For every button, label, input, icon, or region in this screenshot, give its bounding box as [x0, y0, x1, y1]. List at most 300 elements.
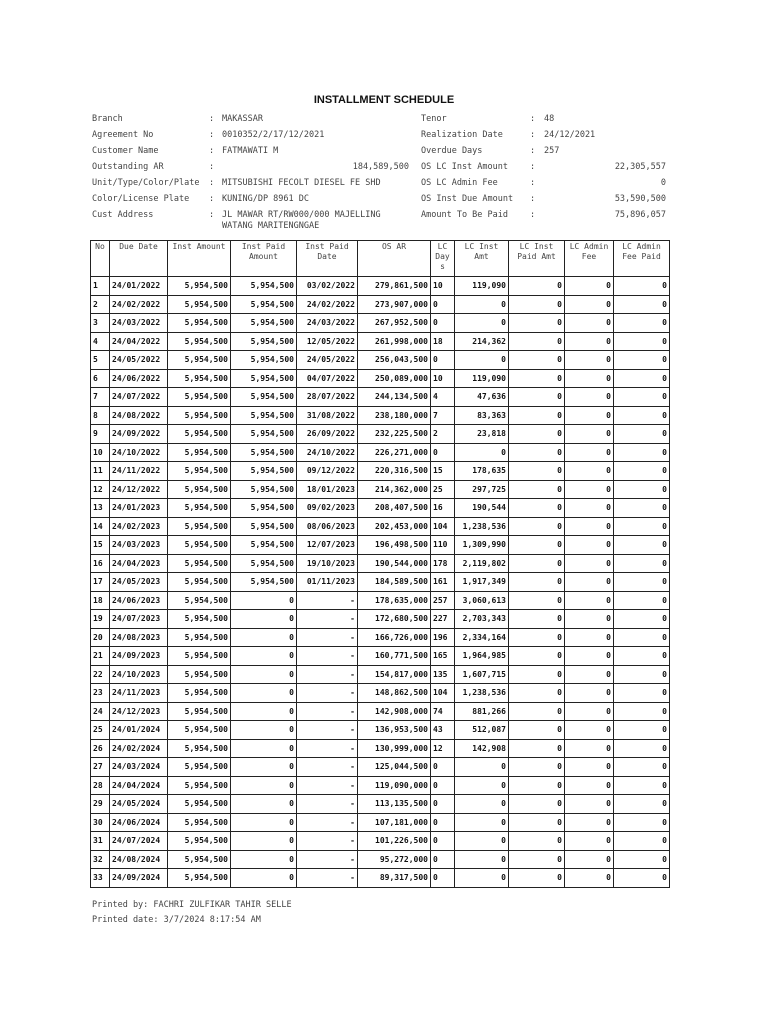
- table-cell: 0: [614, 665, 670, 684]
- table-cell: 5,954,500: [231, 425, 297, 444]
- table-row: [91, 610, 670, 629]
- table-cell: 5,954,500: [168, 610, 231, 629]
- table-cell: 154,817,000: [358, 665, 431, 684]
- table-cell: 33: [91, 869, 110, 888]
- table-cell: 24/09/2023: [110, 647, 168, 666]
- table-cell: -: [297, 721, 358, 740]
- realization-date-label: Realization Date: [421, 130, 503, 140]
- table-cell: 03/02/2022: [297, 277, 358, 296]
- table-cell: 0: [614, 795, 670, 814]
- table-cell: 0: [565, 295, 614, 314]
- table-cell: 0: [509, 665, 565, 684]
- table-cell: 0: [509, 610, 565, 629]
- cust-address-label: Cust Address: [92, 210, 154, 220]
- table-cell: 5,954,500: [168, 517, 231, 536]
- table-cell: 5,954,500: [168, 647, 231, 666]
- table-cell: 5,954,500: [168, 406, 231, 425]
- table-cell: 0: [565, 869, 614, 888]
- table-row: [91, 332, 670, 351]
- os-inst-due-amount-value: 53,590,500: [614, 194, 666, 204]
- table-cell: 0: [231, 832, 297, 851]
- table-cell: 166,726,000: [358, 628, 431, 647]
- table-cell: 0: [431, 795, 455, 814]
- table-cell: 0: [231, 721, 297, 740]
- table-cell: 119,090: [455, 277, 509, 296]
- table-cell: 5,954,500: [168, 554, 231, 573]
- table-cell: 0: [231, 591, 297, 610]
- customer-name-value: FATMAWATI M: [222, 146, 279, 156]
- table-cell: -: [297, 869, 358, 888]
- table-cell: 24/04/2024: [110, 776, 168, 795]
- os-lc-inst-amount-value: 22,305,557: [614, 162, 666, 172]
- table-cell: 512,087: [455, 721, 509, 740]
- table-cell: 0: [565, 443, 614, 462]
- table-cell: 5,954,500: [231, 295, 297, 314]
- column-header: LC Admin Fee: [565, 241, 614, 277]
- table-cell: 0: [231, 684, 297, 703]
- table-cell: 4: [431, 388, 455, 407]
- table-cell: 0: [431, 758, 455, 777]
- table-cell: 16: [91, 554, 110, 573]
- table-cell: 5,954,500: [168, 758, 231, 777]
- table-cell: 142,908: [455, 739, 509, 758]
- outstanding-ar-colon: :: [209, 162, 215, 172]
- table-cell: 178,635: [455, 462, 509, 481]
- amount-to-be-paid-label: Amount To Be Paid: [421, 210, 508, 220]
- table-cell: 24/02/2022: [110, 295, 168, 314]
- table-cell: 0: [509, 813, 565, 832]
- table-cell: 0: [614, 295, 670, 314]
- table-row: [91, 702, 670, 721]
- table-row: [91, 480, 670, 499]
- table-cell: 24/06/2024: [110, 813, 168, 832]
- table-cell: 0: [614, 517, 670, 536]
- table-cell: 30: [91, 813, 110, 832]
- table-cell: 196: [431, 628, 455, 647]
- tenor-value: 48: [544, 114, 555, 124]
- table-cell: 0: [509, 721, 565, 740]
- table-row: [91, 573, 670, 592]
- table-cell: 0: [509, 443, 565, 462]
- table-cell: 24/11/2023: [110, 684, 168, 703]
- branch-value: MAKASSAR: [222, 114, 263, 124]
- outstanding-ar-label: Outstanding AR: [92, 162, 164, 172]
- table-cell: 15: [91, 536, 110, 555]
- customer-name-colon: :: [209, 146, 215, 156]
- table-cell: 0: [455, 813, 509, 832]
- table-cell: 0: [614, 739, 670, 758]
- table-cell: 12/07/2023: [297, 536, 358, 555]
- table-cell: 24/09/2024: [110, 869, 168, 888]
- table-cell: 5,954,500: [168, 536, 231, 555]
- table-cell: 0: [509, 647, 565, 666]
- table-row: [91, 684, 670, 703]
- table-cell: 5,954,500: [231, 573, 297, 592]
- table-cell: 5,954,500: [231, 443, 297, 462]
- table-cell: 24/08/2022: [110, 406, 168, 425]
- os-lc-admin-fee-colon: :: [530, 178, 536, 188]
- table-cell: 27: [91, 758, 110, 777]
- table-cell: 2: [91, 295, 110, 314]
- table-cell: 190,544,000: [358, 554, 431, 573]
- table-cell: 5,954,500: [231, 388, 297, 407]
- table-cell: 5,954,500: [168, 425, 231, 444]
- table-cell: 0: [231, 795, 297, 814]
- table-row: [91, 388, 670, 407]
- table-cell: 0: [614, 277, 670, 296]
- table-row: [91, 813, 670, 832]
- table-cell: 0: [509, 332, 565, 351]
- table-cell: 0: [509, 832, 565, 851]
- table-cell: 0: [565, 462, 614, 481]
- printed-date: Printed date: 3/7/2024 8:17:54 AM: [92, 915, 261, 925]
- table-cell: 0: [231, 850, 297, 869]
- table-cell: 5,954,500: [168, 332, 231, 351]
- table-cell: 1,607,715: [455, 665, 509, 684]
- table-cell: 0: [565, 517, 614, 536]
- table-cell: 1,917,349: [455, 573, 509, 592]
- table-cell: -: [297, 665, 358, 684]
- table-cell: 0: [565, 776, 614, 795]
- table-cell: 0: [431, 295, 455, 314]
- table-cell: 24/10/2022: [297, 443, 358, 462]
- table-cell: 24/12/2023: [110, 702, 168, 721]
- table-row: [91, 443, 670, 462]
- agreement-no-value: 0010352/2/17/12/2021: [222, 130, 325, 140]
- table-cell: 24/06/2022: [110, 369, 168, 388]
- column-header: OS AR: [358, 241, 431, 277]
- table-cell: 5,954,500: [168, 739, 231, 758]
- table-cell: -: [297, 647, 358, 666]
- table-cell: 0: [565, 813, 614, 832]
- table-cell: 135: [431, 665, 455, 684]
- table-cell: 10: [431, 369, 455, 388]
- table-cell: 12: [91, 480, 110, 499]
- table-cell: 0: [614, 813, 670, 832]
- table-cell: 0: [565, 425, 614, 444]
- realization-date-colon: :: [530, 130, 536, 140]
- table-cell: 142,908,000: [358, 702, 431, 721]
- table-cell: 17: [91, 573, 110, 592]
- table-cell: 2,703,343: [455, 610, 509, 629]
- table-cell: 125,044,500: [358, 758, 431, 777]
- table-cell: 0: [565, 647, 614, 666]
- table-row: [91, 869, 670, 888]
- table-cell: 178: [431, 554, 455, 573]
- table-cell: 0: [509, 499, 565, 518]
- table-cell: 24/04/2022: [110, 332, 168, 351]
- table-cell: 24/05/2022: [110, 351, 168, 370]
- cust-address-value: JL MAWAR RT/RW000/000 MAJELLING WATANG MARITENGNGAE: [222, 210, 381, 231]
- table-cell: 0: [565, 795, 614, 814]
- table-cell: 5,954,500: [168, 295, 231, 314]
- table-cell: 28: [91, 776, 110, 795]
- table-cell: 220,316,500: [358, 462, 431, 481]
- table-cell: 0: [455, 832, 509, 851]
- table-cell: 09/02/2023: [297, 499, 358, 518]
- cust-address-colon: :: [209, 210, 215, 220]
- table-cell: 0: [565, 536, 614, 555]
- table-cell: 0: [231, 702, 297, 721]
- table-cell: 0: [509, 702, 565, 721]
- table-cell: 0: [614, 573, 670, 592]
- table-cell: 5,954,500: [231, 536, 297, 555]
- table-cell: 0: [231, 869, 297, 888]
- column-header: Inst Amount: [168, 241, 231, 277]
- table-row: [91, 295, 670, 314]
- table-cell: 5,954,500: [168, 388, 231, 407]
- table-cell: 297,725: [455, 480, 509, 499]
- table-cell: 12: [431, 739, 455, 758]
- table-cell: 0: [509, 351, 565, 370]
- table-cell: 23: [91, 684, 110, 703]
- table-cell: 0: [565, 628, 614, 647]
- table-cell: -: [297, 628, 358, 647]
- table-row: [91, 425, 670, 444]
- table-cell: 0: [509, 369, 565, 388]
- table-cell: 0: [431, 813, 455, 832]
- amount-to-be-paid-colon: :: [530, 210, 536, 220]
- realization-date-value: 24/12/2021: [544, 130, 596, 140]
- table-cell: 0: [455, 869, 509, 888]
- table-cell: 24/03/2022: [297, 314, 358, 333]
- table-cell: 0: [614, 351, 670, 370]
- table-cell: 3: [91, 314, 110, 333]
- table-cell: 09/12/2022: [297, 462, 358, 481]
- unit-type-value: MITSUBISHI FECOLT DIESEL FE SHD: [222, 178, 381, 188]
- table-cell: 136,953,500: [358, 721, 431, 740]
- table-cell: 10: [91, 443, 110, 462]
- customer-name-label: Customer Name: [92, 146, 159, 156]
- table-cell: 202,453,000: [358, 517, 431, 536]
- table-cell: 5,954,500: [231, 351, 297, 370]
- table-cell: 5,954,500: [231, 406, 297, 425]
- table-cell: 0: [509, 776, 565, 795]
- table-cell: 8: [91, 406, 110, 425]
- table-cell: 104: [431, 684, 455, 703]
- table-row: [91, 277, 670, 296]
- table-cell: 24/02/2023: [110, 517, 168, 536]
- table-cell: 0: [509, 406, 565, 425]
- table-cell: 5,954,500: [231, 462, 297, 481]
- table-cell: 5: [91, 351, 110, 370]
- table-cell: 24: [91, 702, 110, 721]
- table-cell: 0: [455, 776, 509, 795]
- table-row: [91, 591, 670, 610]
- table-cell: 9: [91, 425, 110, 444]
- table-cell: 24/03/2023: [110, 536, 168, 555]
- table-cell: 107,181,000: [358, 813, 431, 832]
- table-cell: -: [297, 832, 358, 851]
- table-cell: 5,954,500: [168, 480, 231, 499]
- table-cell: 24/01/2024: [110, 721, 168, 740]
- table-cell: 0: [614, 388, 670, 407]
- os-inst-due-amount-label: OS Inst Due Amount: [421, 194, 514, 204]
- table-cell: 5,954,500: [168, 795, 231, 814]
- table-cell: 113,135,500: [358, 795, 431, 814]
- table-cell: 5,954,500: [231, 369, 297, 388]
- table-cell: 0: [231, 647, 297, 666]
- table-cell: 0: [509, 758, 565, 777]
- table-cell: 208,407,500: [358, 499, 431, 518]
- table-cell: 101,226,500: [358, 832, 431, 851]
- table-cell: 267,952,500: [358, 314, 431, 333]
- table-cell: 160,771,500: [358, 647, 431, 666]
- table-cell: 6: [91, 369, 110, 388]
- table-cell: 5,954,500: [168, 702, 231, 721]
- os-lc-admin-fee-value: 0: [660, 178, 666, 188]
- table-cell: 7: [431, 406, 455, 425]
- table-cell: 5,954,500: [168, 684, 231, 703]
- os-inst-due-amount-colon: :: [530, 194, 536, 204]
- table-cell: 1,964,985: [455, 647, 509, 666]
- table-cell: 0: [231, 813, 297, 832]
- table-cell: 0: [565, 832, 614, 851]
- table-cell: 10: [431, 277, 455, 296]
- table-cell: 20: [91, 628, 110, 647]
- table-cell: -: [297, 591, 358, 610]
- table-cell: -: [297, 795, 358, 814]
- table-cell: 0: [565, 277, 614, 296]
- table-cell: 0: [614, 610, 670, 629]
- table-cell: 18/01/2023: [297, 480, 358, 499]
- table-cell: 32: [91, 850, 110, 869]
- table-cell: 01/11/2023: [297, 573, 358, 592]
- table-cell: 119,090,000: [358, 776, 431, 795]
- table-cell: 0: [565, 499, 614, 518]
- table-cell: 5,954,500: [231, 314, 297, 333]
- printed-by: Printed by: FACHRI ZULFIKAR TAHIR SELLE: [92, 900, 292, 910]
- table-cell: 1,238,536: [455, 684, 509, 703]
- outstanding-ar-amount: 184,589,500: [352, 162, 409, 172]
- table-cell: 5,954,500: [231, 517, 297, 536]
- table-cell: 226,271,000: [358, 443, 431, 462]
- table-row: [91, 739, 670, 758]
- table-cell: 0: [614, 832, 670, 851]
- table-row: [91, 647, 670, 666]
- table-cell: 0: [565, 665, 614, 684]
- table-cell: -: [297, 758, 358, 777]
- column-header: No: [91, 241, 110, 277]
- os-lc-admin-fee-label: OS LC Admin Fee: [421, 178, 498, 188]
- table-cell: 24/02/2024: [110, 739, 168, 758]
- table-cell: 196,498,500: [358, 536, 431, 555]
- table-cell: 0: [431, 351, 455, 370]
- table-cell: 0: [614, 480, 670, 499]
- table-cell: 28/07/2022: [297, 388, 358, 407]
- table-cell: 24/05/2024: [110, 795, 168, 814]
- table-cell: 4: [91, 332, 110, 351]
- table-cell: 25: [431, 480, 455, 499]
- table-cell: -: [297, 702, 358, 721]
- table-cell: 5,954,500: [168, 591, 231, 610]
- table-cell: 0: [431, 850, 455, 869]
- table-cell: 31: [91, 832, 110, 851]
- column-header: LC Inst Paid Amt: [509, 241, 565, 277]
- table-cell: 214,362,000: [358, 480, 431, 499]
- table-cell: 0: [509, 295, 565, 314]
- table-cell: 1,309,990: [455, 536, 509, 555]
- table-cell: 47,636: [455, 388, 509, 407]
- table-cell: 1,238,536: [455, 517, 509, 536]
- table-row: [91, 721, 670, 740]
- table-cell: 130,999,000: [358, 739, 431, 758]
- table-row: [91, 832, 670, 851]
- table-cell: 5,954,500: [231, 332, 297, 351]
- table-cell: 0: [614, 462, 670, 481]
- table-cell: 24/05/2023: [110, 573, 168, 592]
- table-cell: 18: [431, 332, 455, 351]
- table-cell: 0: [565, 388, 614, 407]
- table-row: [91, 351, 670, 370]
- table-cell: 0: [509, 554, 565, 573]
- table-cell: 5,954,500: [168, 628, 231, 647]
- table-cell: -: [297, 610, 358, 629]
- license-plate-label: Color/License Plate: [92, 194, 190, 204]
- table-cell: 24/10/2023: [110, 665, 168, 684]
- installment-schedule-table: [90, 240, 670, 888]
- table-cell: 232,225,500: [358, 425, 431, 444]
- table-cell: 26: [91, 739, 110, 758]
- table-cell: 0: [565, 406, 614, 425]
- table-row: [91, 314, 670, 333]
- table-cell: 0: [455, 351, 509, 370]
- column-header: Inst Paid Date: [297, 241, 358, 277]
- table-cell: 0: [455, 758, 509, 777]
- table-cell: 5,954,500: [168, 721, 231, 740]
- table-cell: 0: [614, 684, 670, 703]
- column-header: Due Date: [110, 241, 168, 277]
- table-row: [91, 406, 670, 425]
- column-header: Inst Paid Amount: [231, 241, 297, 277]
- unit-type-label: Unit/Type/Color/Plate: [92, 178, 200, 188]
- table-cell: 250,089,000: [358, 369, 431, 388]
- table-cell: 24/07/2024: [110, 832, 168, 851]
- os-lc-inst-amount-colon: :: [530, 162, 536, 172]
- table-cell: 7: [91, 388, 110, 407]
- agreement-no-label: Agreement No: [92, 130, 154, 140]
- table-cell: 256,043,500: [358, 351, 431, 370]
- table-cell: 0: [231, 665, 297, 684]
- table-cell: 24/06/2023: [110, 591, 168, 610]
- table-cell: 5,954,500: [168, 462, 231, 481]
- table-cell: 0: [509, 517, 565, 536]
- table-cell: 0: [614, 536, 670, 555]
- amount-to-be-paid-value: 75,896,057: [614, 210, 666, 220]
- table-cell: -: [297, 850, 358, 869]
- table-cell: 0: [509, 869, 565, 888]
- table-cell: 0: [455, 295, 509, 314]
- table-cell: 5,954,500: [168, 776, 231, 795]
- table-row: [91, 776, 670, 795]
- table-cell: 43: [431, 721, 455, 740]
- table-cell: 25: [91, 721, 110, 740]
- branch-label: Branch: [92, 114, 123, 124]
- column-header: LC Day s: [431, 241, 455, 277]
- table-cell: 5,954,500: [168, 832, 231, 851]
- table-cell: 74: [431, 702, 455, 721]
- table-cell: 24/03/2022: [110, 314, 168, 333]
- table-cell: 178,635,000: [358, 591, 431, 610]
- table-cell: 0: [614, 332, 670, 351]
- table-cell: 261,998,000: [358, 332, 431, 351]
- table-cell: 0: [509, 480, 565, 499]
- table-cell: 24/11/2022: [110, 462, 168, 481]
- table-cell: 13: [91, 499, 110, 518]
- table-cell: -: [297, 684, 358, 703]
- table-cell: 0: [509, 573, 565, 592]
- table-cell: 0: [509, 425, 565, 444]
